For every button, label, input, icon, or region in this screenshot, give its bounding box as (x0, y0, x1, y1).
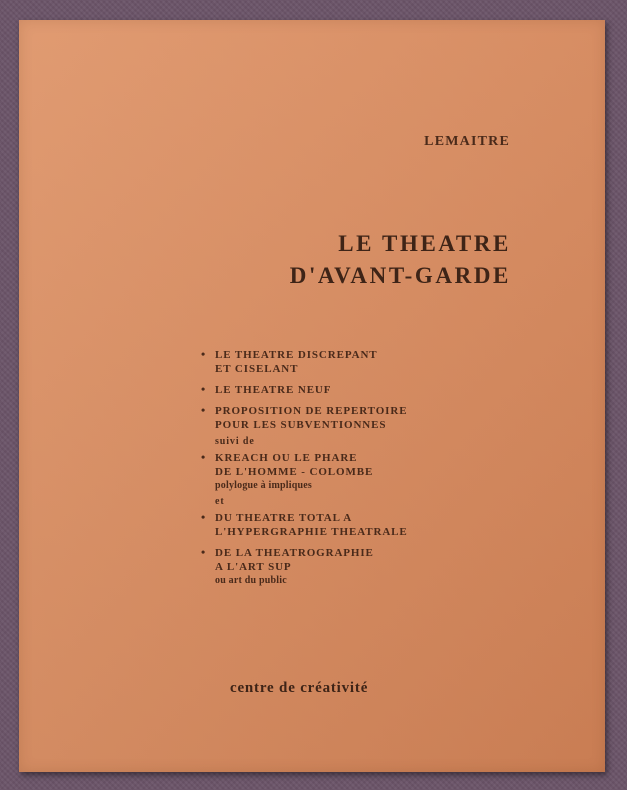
title-line: D'AVANT-GARDE (289, 263, 511, 288)
book-cover (19, 20, 605, 772)
contents-item (201, 451, 541, 492)
item-line: LE THEATRE NEUF (215, 384, 332, 396)
item-line: DE LA THEATROGRAPHIE (215, 547, 374, 559)
bullet-icon: • (201, 450, 207, 464)
item-subtitle: ou art du public (215, 575, 287, 586)
item-line: ET CISELANT (215, 363, 299, 375)
item-line: KREACH OU LE PHARE (215, 452, 358, 464)
contents-item (201, 546, 541, 587)
item-subtitle: polylogue à impliques (215, 480, 312, 491)
item-line: L'HYPERGRAPHIE THEATRALE (215, 526, 408, 538)
item-line: DE L'HOMME - COLOMBE (215, 466, 374, 478)
book-title (290, 228, 511, 292)
item-line: POUR LES SUBVENTIONNES (215, 419, 387, 431)
contents-list (201, 348, 541, 594)
contents-item (201, 383, 541, 397)
contents-item (201, 348, 541, 376)
bullet-icon: • (201, 347, 207, 361)
contents-item (201, 511, 541, 539)
bullet-icon: • (201, 403, 207, 417)
item-line: DU THEATRE TOTAL A (215, 512, 353, 524)
bullet-icon: • (201, 510, 207, 524)
bullet-icon: • (201, 382, 207, 396)
connector-text: et (215, 496, 225, 507)
bullet-icon: • (201, 545, 207, 559)
publisher-name: centre de créativité (230, 680, 369, 696)
connector-text: suivi de (215, 436, 255, 447)
contents-item (201, 404, 541, 432)
item-line: PROPOSITION DE REPERTOIRE (215, 405, 408, 417)
item-line: LE THEATRE DISCREPANT (215, 349, 378, 361)
item-line: A L'ART SUP (215, 561, 292, 573)
author-name: LEMAITRE (424, 134, 510, 149)
title-line: LE THEATRE (338, 231, 511, 256)
